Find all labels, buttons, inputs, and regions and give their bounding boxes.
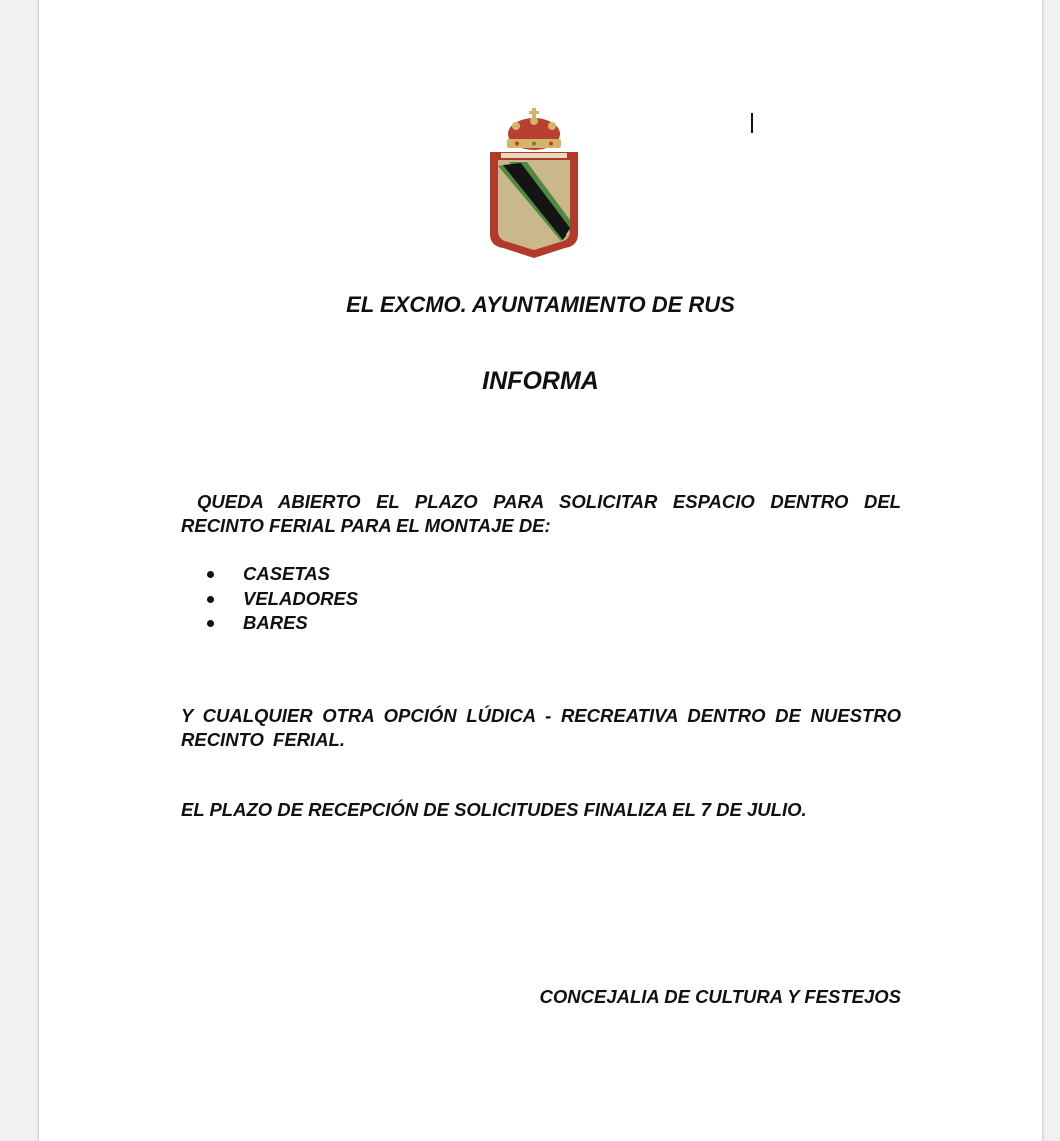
bullet-icon [207, 571, 214, 578]
list-item: BARES [207, 611, 358, 636]
list-item: VELADORES [207, 587, 358, 612]
deadline-paragraph: EL PLAZO DE RECEPCIÓN DE SOLICITUDES FINALIZA EL 7 DE JULIO. [181, 799, 807, 820]
bullet-icon [207, 596, 214, 603]
intro-text: QUEDA ABIERTO EL PLAZO PARA SOLICITAR ESPACIO DENTRO DEL RECINTO FERIAL PARA EL MONTAJE DE: [181, 491, 901, 536]
bullet-icon [207, 620, 214, 627]
subheading: INFORMA [482, 367, 599, 395]
other-option-paragraph: Y CUALQUIER OTRA OPCIÓN LÚDICA - RECREATIVA DENTRO DE NUESTRO RECINTO FERIAL. [181, 705, 901, 750]
list-item: CASETAS [207, 562, 358, 587]
page-title: EL EXCMO. AYUNTAMIENTO DE RUS [346, 292, 735, 317]
text-cursor [751, 113, 753, 133]
document-page [38, 0, 1043, 1141]
signature: CONCEJALIA DE CULTURA Y FESTEJOS [539, 986, 901, 1007]
items-list [207, 562, 358, 636]
intro-paragraph [181, 490, 901, 538]
coat-of-arms-icon [487, 108, 581, 260]
